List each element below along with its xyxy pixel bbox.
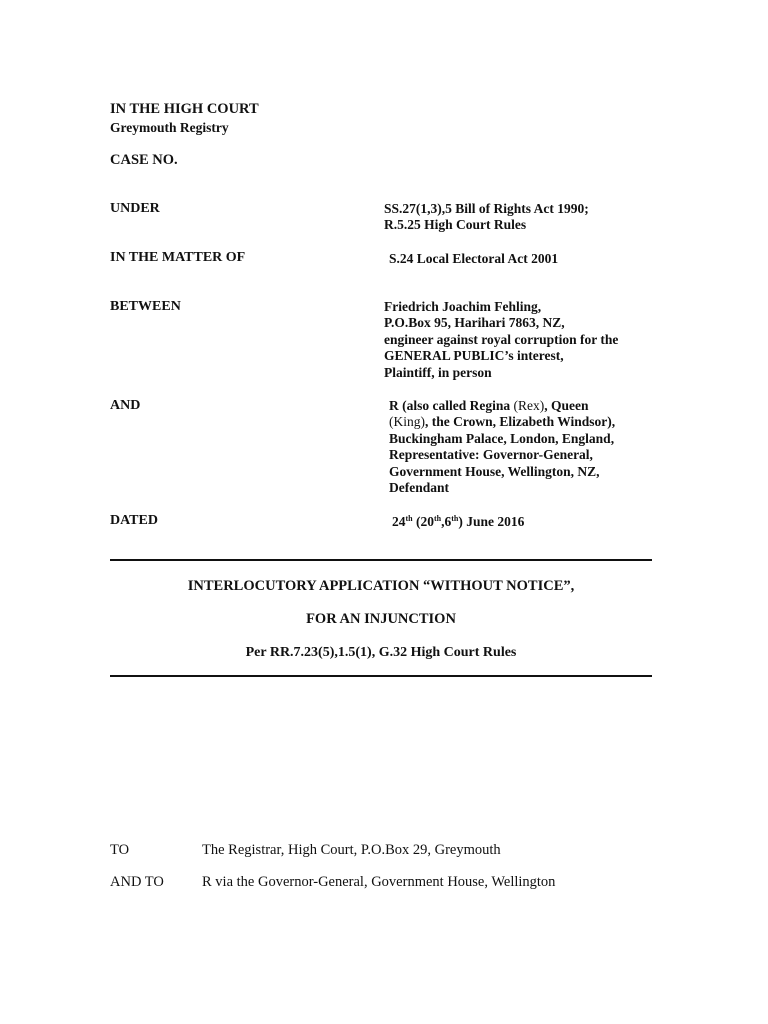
court-name: IN THE HIGH COURT: [110, 101, 259, 117]
registry-name: Greymouth Registry: [110, 120, 229, 135]
bottom-rule: [110, 675, 652, 677]
plaintiff-line: P.O.Box 95, Harihari 7863, NZ,: [384, 315, 565, 331]
under-label: UNDER: [110, 201, 160, 216]
defendant-line: Buckingham Palace, London, England,: [389, 430, 615, 446]
to-label: TO: [110, 842, 130, 858]
plaintiff-line: engineer against royal corruption for the: [384, 331, 619, 347]
top-rule: [110, 559, 652, 561]
application-subtitle: FOR AN INJUNCTION: [306, 611, 456, 627]
under-value: [384, 201, 589, 234]
matter-value: S.24 Local Electoral Act 2001: [389, 251, 559, 266]
and-label: AND: [110, 398, 141, 413]
dated-label: DATED: [110, 513, 158, 528]
defendant-line: Representative: Governor-General,: [389, 447, 593, 463]
plaintiff-line: GENERAL PUBLIC’s interest,: [384, 348, 564, 364]
application-title: INTERLOCUTORY APPLICATION “WITHOUT NOTICE”,: [187, 578, 575, 594]
defendant-details: [389, 398, 615, 496]
plaintiff-line: Plaintiff, in person: [384, 364, 492, 380]
defendant-line: Government House, Wellington, NZ,: [389, 463, 600, 479]
dated-value: 24th (20th,6th) June 2016: [392, 514, 525, 529]
rex-text: (Rex): [513, 398, 545, 413]
defendant-line: (King), the Crown, Elizabeth Windsor),: [389, 414, 616, 430]
plaintiff-line: Friedrich Joachim Fehling,: [384, 299, 542, 314]
and-to-value: R via the Governor-General, Government House, Wellington: [202, 874, 556, 890]
plaintiff-details: [384, 299, 618, 381]
between-label: BETWEEN: [110, 299, 181, 314]
defendant-line: Defendant: [389, 480, 449, 496]
defendant-line: R (also called Regina (Rex), Queen: [389, 398, 589, 413]
under-line-2: R.5.25 High Court Rules: [384, 217, 527, 233]
to-value: The Registrar, High Court, P.O.Box 29, Greymouth: [202, 842, 501, 858]
application-rules: Per RR.7.23(5),1.5(1), G.32 High Court Rules: [245, 645, 517, 660]
and-to-label: AND TO: [110, 874, 164, 890]
case-no-label: CASE NO.: [110, 152, 178, 168]
matter-label: IN THE MATTER OF: [110, 250, 246, 265]
under-line-1: SS.27(1,3),5 Bill of Rights Act 1990;: [384, 201, 589, 216]
king-text: (King): [389, 414, 425, 430]
